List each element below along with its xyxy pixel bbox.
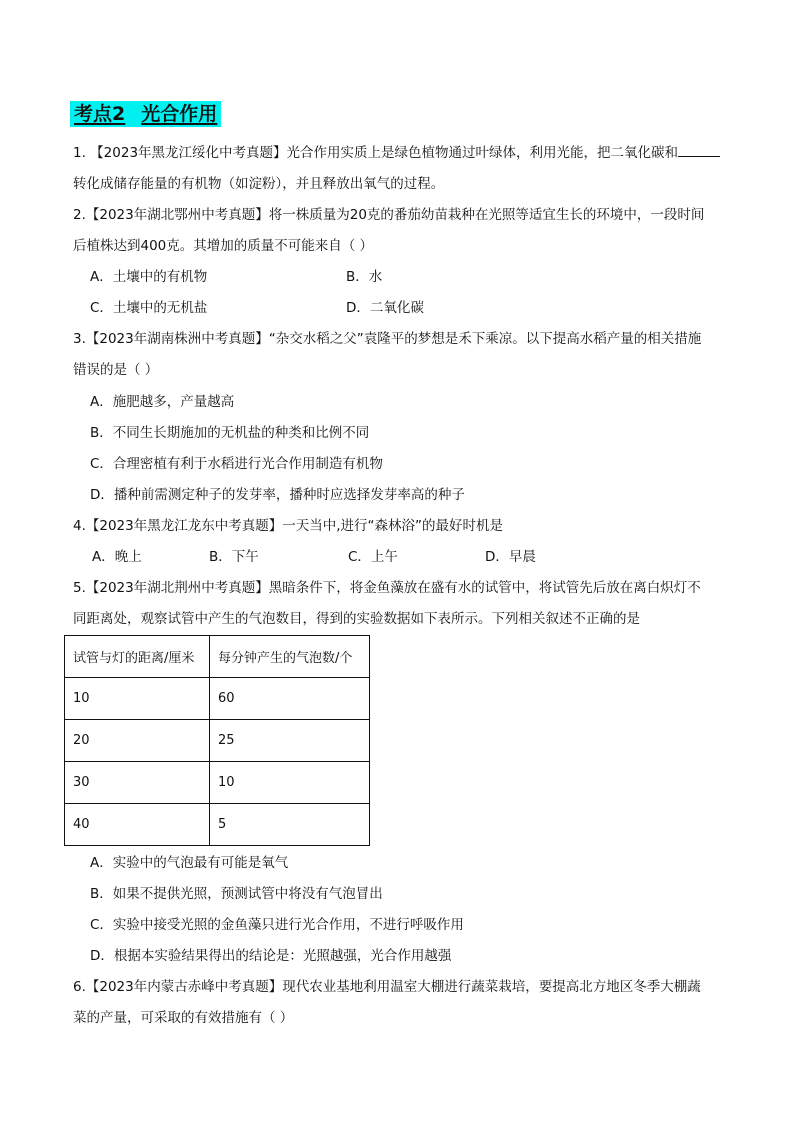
table-cell: 30 — [65, 762, 210, 804]
question-3-option-a: A．施肥越多，产量越高 — [90, 394, 235, 410]
question-3-option-b: B．不同生长期施加的无机盐的种类和比例不同 — [90, 425, 370, 441]
question-1-line-2: 转化成储存能量的有机物（如淀粉），并且释放出氧气的过程。 — [73, 176, 445, 192]
question-1-text: 1. 【2023年黑龙江绥化中考真题】光合作用实质上是绿色植物通过叶绿体，利用光能，把二氧化碳和 — [73, 145, 679, 161]
table-cell: 60 — [210, 678, 370, 720]
question-3-option-d: D．播种前需测定种子的发芽率，播种时应选择发芽率高的种子 — [90, 487, 465, 503]
question-6-line-2: 菜的产量，可采取的有效措施有（ ） — [73, 1010, 294, 1026]
question-2-line-1: 2.【2023年湖北鄂州中考真题】将一株质量为20克的番茄幼苗栽种在光照等适宜生长的环境中，一段时间 — [73, 207, 705, 223]
question-3-option-c: C．合理密植有利于水稻进行光合作用制造有机物 — [90, 456, 383, 472]
table-cell: 10 — [210, 762, 370, 804]
table-header-cell: 每分钟产生的气泡数/个 — [210, 636, 370, 678]
table-row — [65, 762, 370, 804]
question-3-line-2: 错误的是（ ） — [73, 362, 159, 378]
question-2-option-d: D．二氧化碳 — [346, 300, 424, 316]
section-number: 2 — [112, 103, 126, 125]
table-header-cell: 试管与灯的距离/厘米 — [65, 636, 210, 678]
question-4-option-b: B．下午 — [209, 549, 259, 565]
question-2-option-c: C．土壤中的无机盐 — [90, 300, 208, 316]
question-4-line-1: 4.【2023年黑龙江龙东中考真题】一天当中,进行“森林浴”的最好时机是 — [73, 518, 504, 534]
data-table — [64, 635, 370, 846]
question-4-option-c: C．上午 — [348, 549, 398, 565]
question-5-line-1: 5.【2023年湖北荆州中考真题】黑暗条件下，将金鱼藻放在盛有水的试管中，将试管先后放在离白炽灯不 — [73, 580, 701, 596]
table-row — [65, 720, 370, 762]
question-4-option-a: A．晚上 — [92, 549, 142, 565]
question-2-line-2: 后植株达到400克。其增加的质量不可能来自（ ） — [73, 238, 374, 254]
question-5-option-b: B．如果不提供光照，预测试管中将没有气泡冒出 — [90, 886, 383, 902]
table-cell: 40 — [65, 804, 210, 846]
table-cell: 25 — [210, 720, 370, 762]
section-label: 考点 — [74, 103, 113, 125]
question-5-line-2: 同距离处，观察试管中产生的气泡数目，得到的实验数据如下表所示。下列相关叙述不正确的是 — [73, 611, 640, 627]
table-cell: 20 — [65, 720, 210, 762]
question-2-option-a: A．土壤中的有机物 — [90, 269, 208, 285]
table-row — [65, 804, 370, 846]
table-cell: 5 — [210, 804, 370, 846]
question-5-option-d: D．根据本实验结果得出的结论是：光照越强，光合作用越强 — [90, 948, 452, 964]
question-4-option-d: D．早晨 — [485, 549, 536, 565]
question-5-option-c: C．实验中接受光照的金鱼藻只进行光合作用，不进行呼吸作用 — [90, 917, 464, 933]
answer-blank — [678, 143, 720, 157]
question-3-line-1: 3.【2023年湖南株洲中考真题】“杂交水稻之父”袁隆平的梦想是禾下乘凉。以下提高水稻产量的相关措施 — [73, 331, 702, 347]
question-6-line-1: 6.【2023年内蒙古赤峰中考真题】现代农业基地利用温室大棚进行蔬菜栽培，要提高北方地区冬季大棚蔬 — [73, 979, 701, 995]
table-header-row — [65, 636, 370, 678]
table-row — [65, 678, 370, 720]
question-1-line-1 — [73, 143, 720, 163]
question-2-option-b: B．水 — [346, 269, 383, 285]
section-heading — [70, 101, 221, 127]
section-title: 光合作用 — [141, 103, 218, 125]
question-5-option-a: A．实验中的气泡最有可能是氧气 — [90, 855, 289, 871]
table-cell: 10 — [65, 678, 210, 720]
